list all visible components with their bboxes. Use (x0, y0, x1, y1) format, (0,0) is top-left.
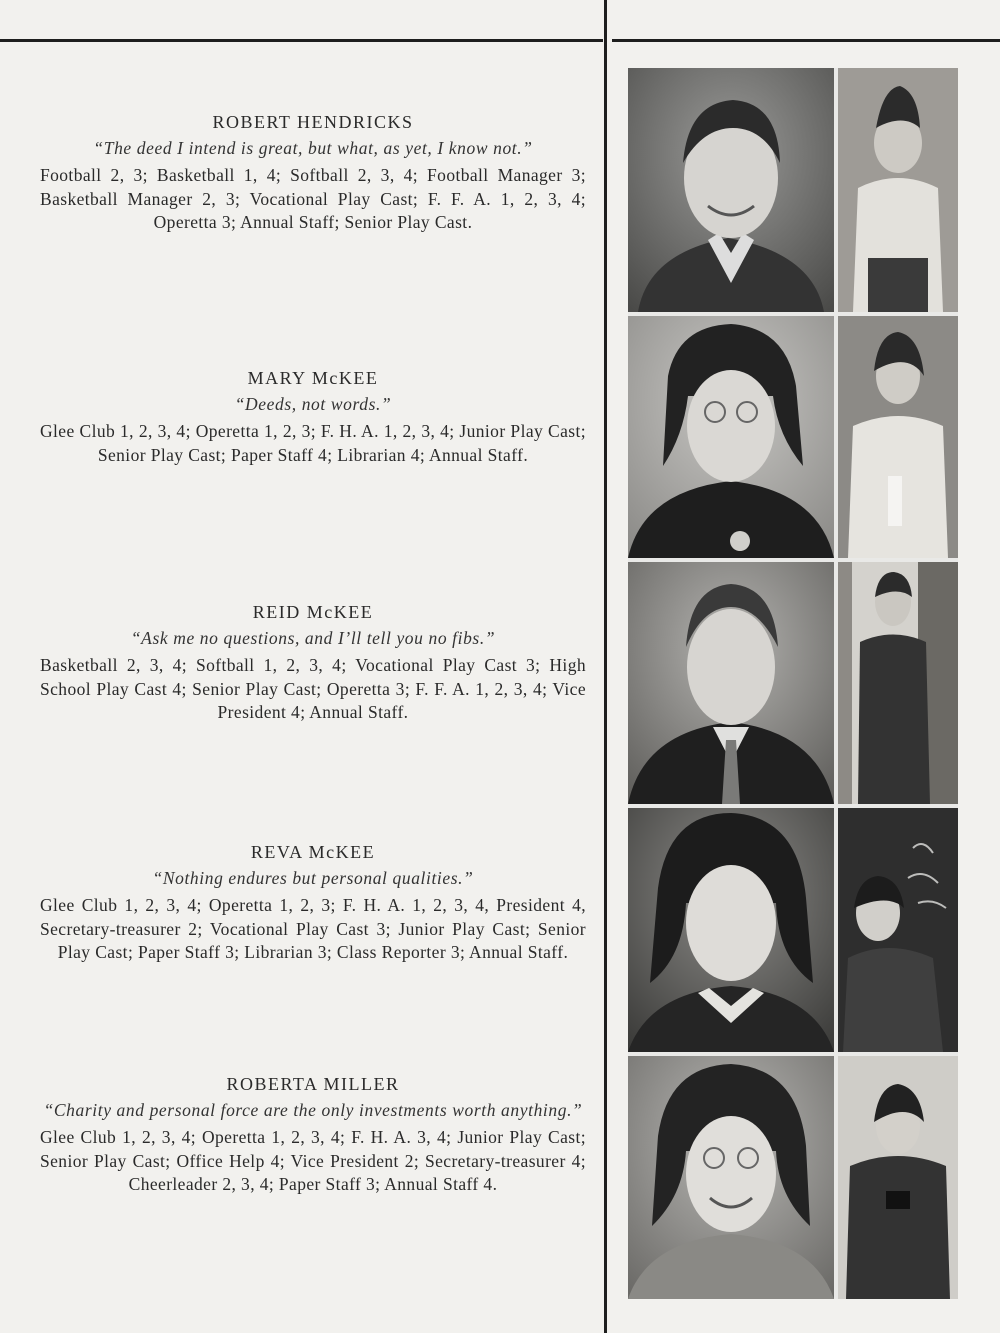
senior-name: MARY McKEE (247, 368, 379, 388)
senior-activities: Glee Club 1, 2, 3, 4; Operetta 1, 2, 3; F. H. A. 1, 2, 3, 4, President 4, Secretary-treasurer 2; Vocational Play Cast 3; Junior Play Cast; Senior Play Cast; Paper Staff 3; Librarian 3; Class Reporter 3; Annual Staff. (40, 895, 586, 962)
senior-name: ROBERT HENDRICKS (212, 112, 414, 132)
top-rule-left (0, 39, 603, 42)
candid-photo (838, 808, 958, 1052)
candid-photo (838, 316, 958, 558)
senior-entry (40, 112, 586, 235)
top-rule-right (612, 39, 1000, 42)
senior-entry (40, 842, 586, 965)
candid-photo (838, 68, 958, 312)
senior-quote: “Ask me no questions, and I’ll tell you no fibs.” (130, 628, 496, 648)
candid-photo (838, 1056, 958, 1299)
senior-name: REVA McKEE (250, 842, 376, 862)
candid-photo (838, 562, 958, 804)
portrait-photo (628, 562, 834, 804)
senior-activities: Glee Club 1, 2, 3, 4; Operetta 1, 2, 3, 4; F. H. A. 3, 4; Junior Play Cast; Senior Play Cast; Office Help 4; Vice President 2; Secretary-treasurer 4; Cheerleader 2, 3, 4; Paper Staff 3; Annual Staff 4. (40, 1127, 586, 1194)
senior-entry (40, 602, 586, 725)
senior-quote: “The deed I intend is great, but what, as yet, I know not.” (93, 138, 533, 158)
senior-activities: Glee Club 1, 2, 3, 4; Operetta 1, 2, 3; F. H. A. 1, 2, 3, 4; Junior Play Cast; Senior Play Cast; Paper Staff 4; Librarian 4; Annual Staff. (40, 421, 586, 465)
portrait-photo (628, 316, 834, 558)
portrait-photo (628, 808, 834, 1052)
senior-name: ROBERTA MILLER (226, 1074, 400, 1094)
senior-name: REID McKEE (252, 602, 374, 622)
page-gutter-rule (604, 0, 607, 1333)
senior-quote: “Deeds, not words.” (234, 394, 392, 414)
senior-activities: Basketball 2, 3, 4; Softball 1, 2, 3, 4; Vocational Play Cast 3; High School Play Cast 4; Senior Play Cast; Operetta 3; F. F. A. 1, 2, 3, 4; Vice President 4; Annual Staff. (40, 655, 586, 722)
portrait-photo (628, 68, 834, 312)
senior-quote: “Nothing endures but personal qualities.” (152, 868, 474, 888)
senior-quote: “Charity and personal force are the only investments worth anything.” (43, 1100, 583, 1120)
senior-activities: Football 2, 3; Basketball 1, 4; Softball 2, 3, 4; Football Manager 3; Basketball Manager 2, 3; Vocational Play Cast; F. F. A. 1, 2, 3, 4; Operetta 3; Annual Staff; Senior Play Cast. (40, 165, 586, 232)
senior-entry (40, 368, 586, 467)
senior-entry (40, 1074, 586, 1197)
portrait-photo (628, 1056, 834, 1299)
photo-column (628, 68, 958, 1299)
